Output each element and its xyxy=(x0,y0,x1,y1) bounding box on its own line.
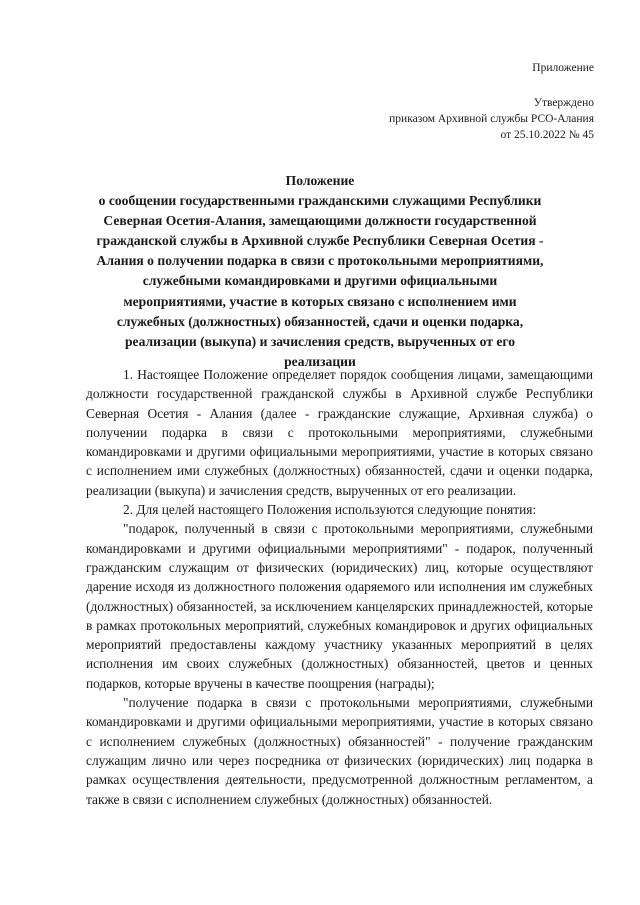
paragraph-1: 1. Настоящее Положение определяет порядок сообщения лицами, замещающими должности государственной гражданской службы в Архивной службе Республики Северная Осетия - Алания (далее - гражданские служащие, Архивная служба) о получении подарка в связи с протокольными мероприятиями, служебными командировками и другими официальными мероприятиями, участие в которых связано с исполнением ими служебных (должностных) обязанностей, сдачи и оценки подарка, реализации (выкупа) и зачисления средств, вырученных от его реализации. xyxy=(86,367,593,498)
title-line: реализации (выкупа) и зачисления средств, вырученных от его xyxy=(125,333,515,349)
definition-gift: "подарок, полученный в связи с протокольными мероприятиями, служебными командировками и другими официальными мероприятиями" - подарок, полученный гражданским служащим от физических (юридических) лиц, которые осуществляют дарение исходя из должностного положения одаряемого или исполнения им служебных (должностных) обязанностей, за исключением канцелярских принадлежностей, которые в рамках протокольных мероприятий, служебных командировок и других официальных мероприятий предоставлены каждому участнику указанных мероприятий в целях исполнения им своих служебных (должностных) обязанностей, цветов и ценных подарков, которые вручены в качестве поощрения (награды); xyxy=(86,521,593,691)
definition-receiving-gift: "получение подарка в связи с протокольными мероприятиями, служебными командировками и другими официальными мероприятиями, участие в которых связано с исполнением служебных (должностных) обязанностей" - получение гражданским служащим лично или через посредника от физических (юридических) лиц подарка в рамках осуществления деятельности, предусмотренной должностным регламентом, а также в связи с исполнением служебных (должностных) обязанностей. xyxy=(86,695,593,807)
appendix-label: Приложение xyxy=(532,62,594,74)
title-line: Северная Осетия-Алания, замещающими должности государственной xyxy=(103,213,537,229)
paragraph-2: 2. Для целей настоящего Положения используются следующие понятия: xyxy=(123,502,537,518)
document-title xyxy=(70,171,570,372)
approved-line: Утверждено xyxy=(533,97,594,109)
title-line: о сообщении государственными гражданскими служащими Республики xyxy=(98,193,542,209)
title-line: Алания о получении подарка в связи с протокольными мероприятиями, xyxy=(96,253,544,269)
title-line: служебных (должностных) обязанностей, сдачи и оценки подарка, xyxy=(116,313,524,329)
title-line: реализации xyxy=(284,353,356,369)
title-line: служебными командировками и другими официальными xyxy=(142,273,498,289)
date-line: от 25.10.2022 № 45 xyxy=(500,129,594,141)
title-line: гражданской службы в Архивной службе Республики Северная Осетия - xyxy=(96,233,544,249)
approval-block xyxy=(389,95,594,143)
title-line: мероприятиями, участие в которых связано с исполнением ими xyxy=(123,293,517,309)
order-line: приказом Архивной службы РСО-Алания xyxy=(389,113,594,125)
document-body xyxy=(86,365,593,809)
title-line: Положение xyxy=(285,173,355,188)
